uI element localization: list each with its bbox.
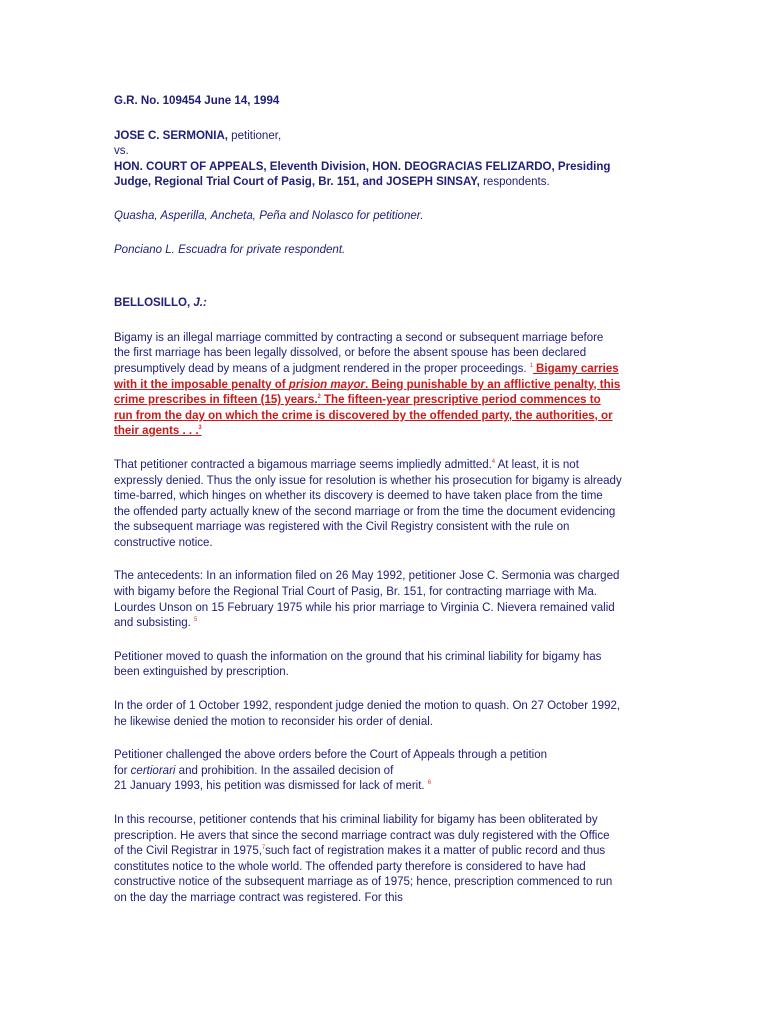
paragraph-6-line-2b: and prohibition. In the assailed decision of xyxy=(175,762,394,777)
highlight-part-b: . Being punishable by an afflictive penalty, this crime prescribes in fifteen (15) years. xyxy=(114,376,621,407)
petitioner-counsel: Quasha, Asperilla, Ancheta, Peña and Nolasco for petitioner. xyxy=(114,207,424,222)
document-page xyxy=(114,93,622,906)
respondent-counsel: Ponciano L. Escuadra for private respondent. xyxy=(114,241,346,256)
petitioner-role: petitioner, xyxy=(227,127,282,142)
footnote-link-6[interactable]: 6 xyxy=(427,780,431,787)
paragraph-2-part-a: That petitioner contracted a bigamous marriage seems impliedly admitted. xyxy=(114,456,492,471)
paragraph-2 xyxy=(114,457,622,551)
paragraph-6-line-3: 21 January 1993, his petition was dismissed for lack of merit. xyxy=(114,778,425,793)
ponente xyxy=(114,295,622,311)
footnote-link-1[interactable]: 1 xyxy=(529,362,533,369)
footnote-link-3[interactable]: 3 xyxy=(198,425,202,432)
paragraph-6-line-1: Petitioner challenged the above orders before the Court of Appeals through a petition xyxy=(114,747,548,762)
paragraph-1 xyxy=(114,330,622,439)
paragraph-2-part-b: At least, it is not expressly denied. Thus the only issue for resolution is whether his prosecution for bigamy is already time-barred, which hinges on whether its discovery is deemed to have taken place from the time the offended party actually knew of the second marriage or from the time the document evidencing the subsequent marriage was registered with the Civil Registry consistent with the rule on constructive notice. xyxy=(114,456,622,549)
petitioner-name: JOSE C. SERMONIA, xyxy=(114,127,228,142)
highlight-term: prision mayor xyxy=(288,376,365,391)
ponente-title: J.: xyxy=(190,295,207,310)
footnote-link-5[interactable]: 5 xyxy=(194,617,198,624)
paragraph-7-part-a: In this recourse, petitioner contends that his criminal liability for bigamy has been obliterated by prescription. He avers that since the second marriage contract was duly registered with the Office of the Civil Registrar in 1975, xyxy=(114,812,610,858)
respondents-role: respondents. xyxy=(479,174,550,189)
paragraph-4: Petitioner moved to quash the information on the ground that his criminal liability for bigamy has been extinguished by prescription. xyxy=(114,648,602,679)
footnote-link-4[interactable]: 4 xyxy=(491,458,496,465)
case-number: G.R. No. 109454 June 14, 1994 xyxy=(114,93,280,107)
paragraph-1-text: Bigamy is an illegal marriage committed by contracting a second or subsequent marriage before the first marriage has been legally dissolved, or before the absent spouse has been declared presumptively dead by means of a judgment rendered in the proper proceedings. xyxy=(114,329,604,375)
paragraph-6 xyxy=(114,747,622,794)
paragraph-5: In the order of 1 October 1992, respondent judge denied the motion to quash. On 27 October 1992, he likewise denied the motion to reconsider his order of denial. xyxy=(114,698,621,728)
paragraph-7 xyxy=(114,812,622,906)
highlight-part-c: The fifteen-year prescriptive period commences to run from the day on which the crime is discovered by the offended party, the authorities, or their agents . . . xyxy=(114,392,613,438)
case-caption xyxy=(114,128,622,190)
versus-label: vs. xyxy=(114,143,129,158)
paragraph-6-term: certiorari xyxy=(130,762,176,777)
paragraph-6-line-2a: for xyxy=(114,762,131,777)
footnote-link-7[interactable]: 7 xyxy=(261,845,266,852)
highlight-part-a: Bigamy carries with it the imposable penalty of xyxy=(114,360,619,391)
paragraph-7-part-b: such fact of registration makes it a matter of public record and thus constitutes notice to the whole world. The offended party therefore is considered to have had constructive notice of the subsequent marriage as of 1975; hence, prescription commenced to run on the day the marriage contract was registered. For this xyxy=(114,843,613,904)
ponente-name: BELLOSILLO, xyxy=(114,295,191,310)
footnote-link-2[interactable]: 2 xyxy=(317,394,321,400)
respondents-names: HON. COURT OF APPEALS, Eleventh Division, HON. DEOGRACIAS FELIZARDO, Presiding Judge, Regional Trial Court of Pasig, Br. 151, and JOSEPH SINSAY, xyxy=(114,158,611,189)
paragraph-3 xyxy=(114,568,622,630)
paragraph-3-text: The antecedents: In an information filed on 26 May 1992, petitioner Jose C. Sermonia was charged with bigamy before the Regional Trial Court of Pasig, Br. 151, for contracting marriage with Ma. Lourdes Unson on 15 February 1975 while his prior marriage to Virginia C. Nievera remained valid and subsisting. xyxy=(114,568,620,630)
